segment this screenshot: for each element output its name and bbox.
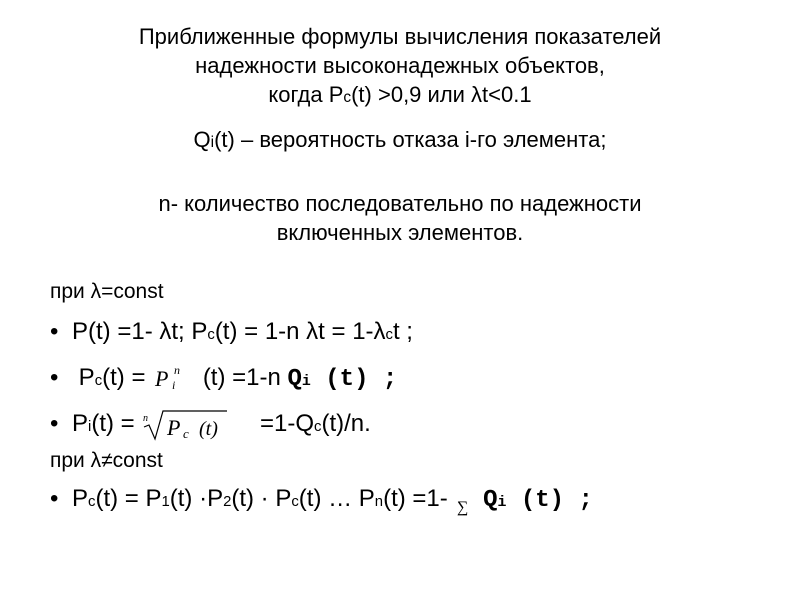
def-q-sub: i [210, 134, 215, 151]
f3-sub2: с [314, 419, 322, 435]
definition-q [0, 125, 800, 157]
pow-n: n [174, 363, 181, 377]
formula-2 [50, 363, 397, 393]
title-line-3-a: когда Р [268, 82, 344, 107]
bullet-marker: • [50, 410, 59, 437]
definition-n [0, 189, 800, 247]
section-lambda-const: при λ=const [50, 280, 164, 303]
f4-a: Р [72, 485, 89, 512]
bullet-marker: • [50, 485, 59, 512]
f4-d: (t) · Р [231, 485, 292, 512]
sigma: ∑ [457, 499, 469, 516]
formula-1 [50, 318, 413, 346]
f3-a: Р [72, 410, 89, 437]
f2-q-tail: (t) ; [310, 366, 398, 393]
root-t: (t) [199, 418, 219, 440]
f4-sub5: n [374, 494, 384, 510]
f3-d: (t)/n. [321, 410, 371, 437]
root-p: P [167, 415, 181, 440]
title-line-2: надежности высоконадежных объектов, [195, 53, 605, 78]
f3-b: (t) = [91, 410, 142, 437]
slide-title [0, 22, 800, 112]
f1-sub2: с [385, 327, 393, 343]
f4-q: Q [483, 487, 498, 514]
p-i-power-n-formula [152, 363, 196, 393]
f2-sub1: с [94, 373, 103, 389]
f2-q-sub: i [301, 374, 311, 390]
bullet-marker: • [50, 318, 59, 345]
f3-sub1: i [88, 419, 92, 435]
pow-i: i [172, 378, 176, 392]
f4-sub1: с [88, 494, 96, 510]
def-n-line-1: n- количество последовательно по надежности [158, 191, 642, 216]
f2-b: (t) = [102, 364, 153, 391]
formula-4 [50, 485, 593, 520]
f2-q: Q [287, 366, 302, 393]
f4-b: (t) = Р [95, 485, 162, 512]
section-lambda-var: при λ≠const [50, 449, 163, 472]
title-line-1: Приближенные формулы вычисления показателей [138, 24, 662, 49]
f4-c: (t) ·Р [169, 485, 224, 512]
f4-sub2: 1 [161, 494, 170, 510]
def-q-text: (t) – вероятность отказа i-го элемента; [214, 127, 607, 152]
f4-f: (t) =1- [383, 485, 448, 512]
f4-e: (t) … Р [298, 485, 375, 512]
f1-sub1: с [207, 327, 215, 343]
f1-c: t ; [392, 318, 413, 345]
formula-3 [50, 405, 371, 443]
f3-c: =1-Q [260, 410, 315, 437]
f4-q-sub: i [497, 495, 507, 511]
nth-root-formula [141, 405, 253, 443]
root-index-n: n [143, 413, 149, 424]
title-line-3-b: (t) >0,9 или λt<0.1 [351, 82, 532, 107]
def-n-line-2: включенных элементов. [276, 220, 524, 245]
sum-sigma-symbol [454, 486, 476, 520]
title-line-3-sub: с [343, 89, 352, 106]
root-c-sub: c [183, 426, 190, 441]
f4-sub4: с [291, 494, 299, 510]
bullet-marker: • [50, 364, 59, 391]
f2-c: (t) =1-n [202, 364, 288, 391]
f2-a: Р [78, 364, 95, 391]
f4-sub3: 2 [223, 494, 232, 510]
f1-a: Р(t) =1- λt; Р [72, 318, 208, 345]
title-line-3 [0, 80, 800, 112]
def-q-letter: Q [193, 127, 211, 152]
f4-g: (t) ; [506, 487, 593, 514]
pow-p: P [155, 366, 169, 391]
f1-b: (t) = 1-n λt = 1-λ [214, 318, 386, 345]
